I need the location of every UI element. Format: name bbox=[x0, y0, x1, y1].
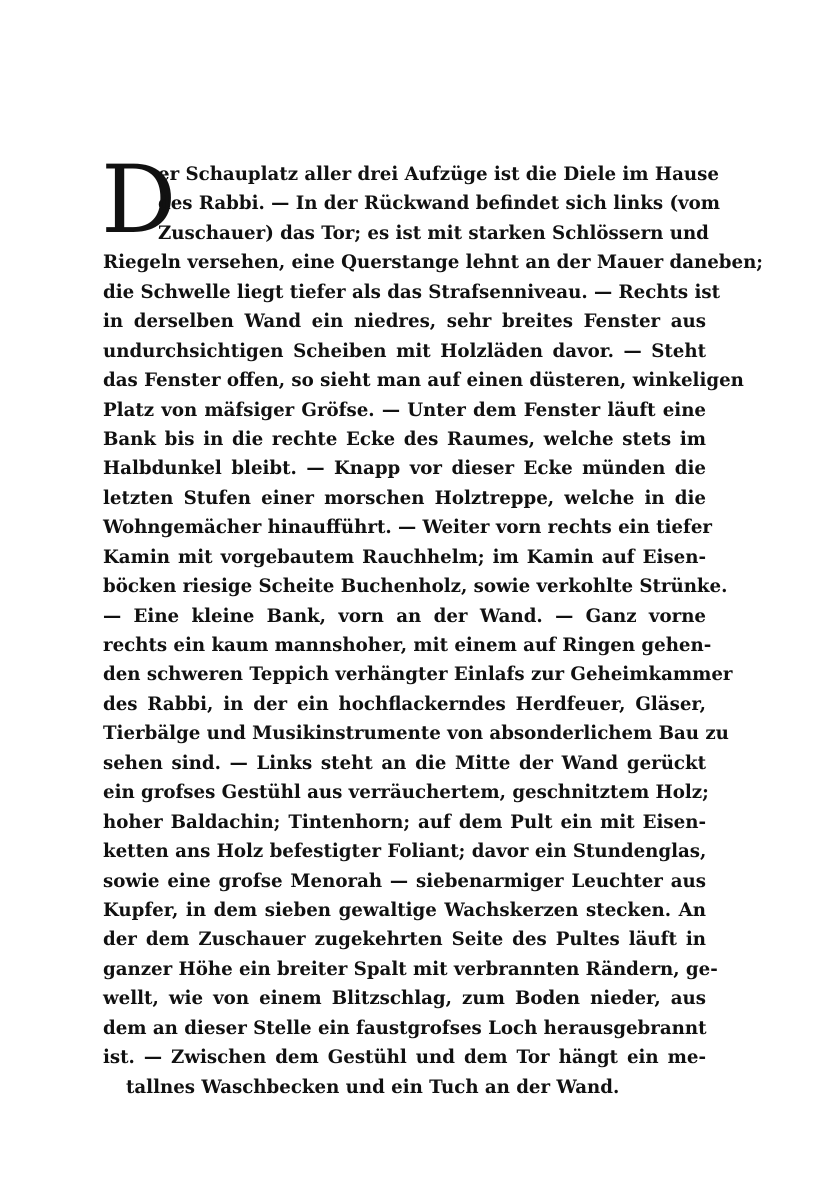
text-line: Zuschauer) das Tor; es ist mit starken Schlössern und bbox=[158, 222, 709, 244]
text-line: sehen sind. — Links steht an die Mitte der Wand gerückt bbox=[103, 752, 706, 774]
text-line: Kamin mit vorgebautem Rauchhelm; im Kamin auf Eisen- bbox=[103, 546, 706, 568]
text-line: den schweren Teppich verhängter Einlafs zur Geheimkammer bbox=[103, 664, 733, 686]
text-line: böcken riesige Scheite Buchenholz, sowie verkohlte Strünke. bbox=[103, 576, 728, 598]
text-line: rechts ein kaum mannshoher, mit einem auf Ringen gehen- bbox=[103, 635, 712, 656]
text-line: Wohngemächer hinaufführt. — Weiter vorn rechts ein tiefer bbox=[103, 517, 712, 539]
stage-direction-paragraph bbox=[103, 160, 764, 1102]
text-line: tallnes Waschbecken und ein Tuch an der Wand. bbox=[126, 1076, 620, 1098]
text-line: hoher Baldachin; Tintenhorn; auf dem Pult ein mit Eisen- bbox=[103, 811, 706, 833]
text-line: sowie eine grofse Menorah — siebenarmiger Leuchter aus bbox=[103, 870, 706, 892]
text-line: das Fenster offen, so sieht man auf einen düsteren, winkeligen bbox=[103, 370, 744, 392]
text-line: undurchsichtigen Scheiben mit Holzläden davor. — Steht bbox=[103, 340, 706, 362]
text-line: Tierbälge und Musikinstrumente von absonderlichem Bau zu bbox=[103, 723, 729, 745]
text-line: Platz von mäfsiger Gröfse. — Unter dem Fenster läuft eine bbox=[103, 399, 706, 421]
drop-cap-initial: D bbox=[101, 146, 177, 255]
text-line: in derselben Wand ein niedres, sehr breites Fenster aus bbox=[103, 311, 706, 333]
text-line: ganzer Höhe ein breiter Spalt mit verbrannten Rändern, ge- bbox=[103, 958, 718, 980]
text-line: ketten ans Holz befestigter Foliant; davor ein Stundenglas, bbox=[103, 841, 707, 863]
text-line: dem an dieser Stelle ein faustgrofses Loch herausgebrannt bbox=[103, 1017, 707, 1039]
text-line: — Eine kleine Bank, vorn an der Wand. — Ganz vorne bbox=[103, 605, 706, 627]
text-line: letzten Stufen einer morschen Holztreppe, welche in die bbox=[103, 487, 706, 509]
text-line: Kupfer, in dem sieben gewaltige Wachskerzen stecken. An bbox=[103, 899, 706, 921]
text-line: Halbdunkel bleibt. — Knapp vor dieser Ecke münden die bbox=[103, 458, 706, 480]
text-line: er Schauplatz aller drei Aufzüge ist die Diele im Hause bbox=[158, 164, 719, 185]
text-line: des Rabbi. — In der Rückwand befindet sich links (vom bbox=[158, 193, 720, 215]
text-line: Bank bis in die rechte Ecke des Raumes, welche stets im bbox=[103, 428, 706, 450]
text-line: der dem Zuschauer zugekehrten Seite des Pultes läuft in bbox=[103, 929, 706, 951]
text-line: des Rabbi, in der ein hochflackerndes Herdfeuer, Gläser, bbox=[103, 693, 706, 715]
text-line: wellt, wie von einem Blitzschlag, zum Boden nieder, aus bbox=[103, 988, 706, 1010]
text-line: ein grofses Gestühl aus verräuchertem, geschnitztem Holz; bbox=[103, 782, 709, 804]
text-line: ist. — Zwischen dem Gestühl und dem Tor hängt ein me- bbox=[103, 1047, 706, 1069]
text-line: die Schwelle liegt tiefer als das Strafsenniveau. — Rechts ist bbox=[103, 281, 721, 303]
text-line: Riegeln versehen, eine Querstange lehnt an der Mauer daneben; bbox=[103, 252, 764, 274]
